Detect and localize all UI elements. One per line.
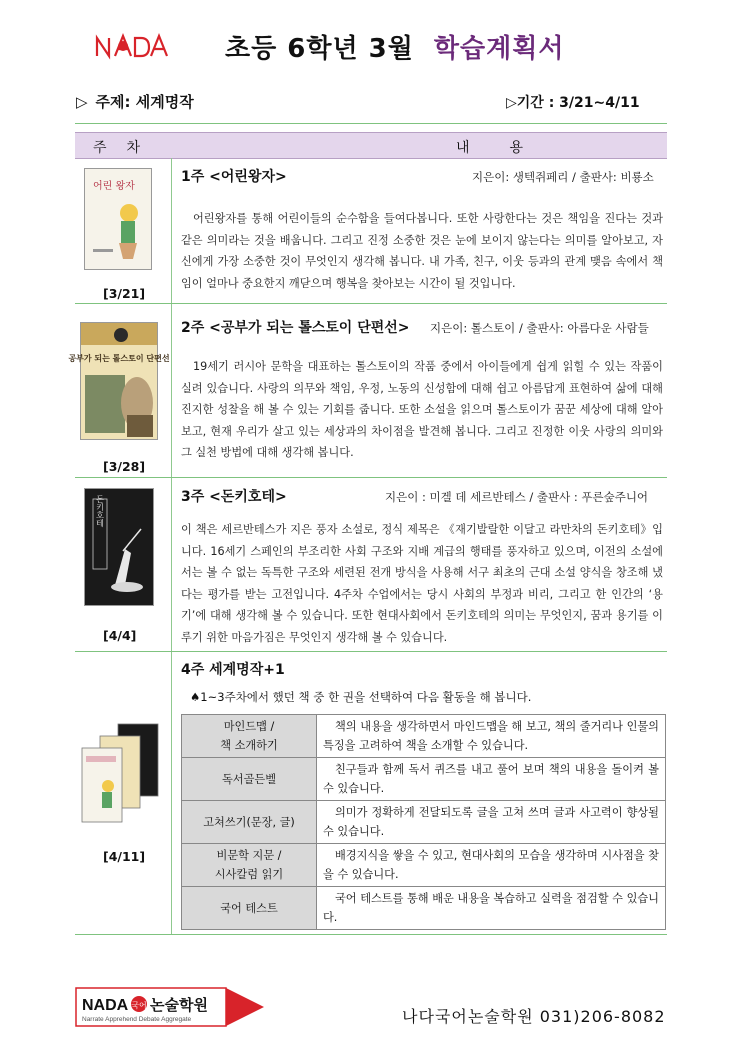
cover-title-text: 공부가 되는 톨스토이 단편선 bbox=[68, 354, 170, 363]
logo-academy-text: 논술학원 bbox=[150, 996, 208, 1014]
table-header bbox=[75, 132, 667, 159]
contact-info: 나다국어논술학원 031)206-8082 bbox=[402, 1007, 666, 1026]
week-meta: 지은이 : 미겔 데 세르반테스 / 출판사 : 푸른숲주니어 bbox=[385, 490, 649, 504]
activity-label: 독서골든벨 bbox=[182, 758, 317, 801]
activity-row bbox=[182, 758, 666, 801]
week-description: 19세기 러시아 문학을 대표하는 톨스토이의 작품 중에서 아이들에게 쉽게 읽힐 수 있는 작품이 실려 있습니다. 사랑의 의무와 책임, 우정, 노동의 신성함에 대해 쉽고 아름답게 표현하여 삶에 대해 진지한 성찰을 해 볼 수 있는 기회를 줍니다. 또한 소설을 읽으며 톨스토이가 꿈꾼 세상에 대해 알아보고, 현재 우리가 살고 있는 세상과의 차이점을 발견해 봅니다. 그리고 진정한 이웃 사랑의 의미와 그 실천 방법에 대해 생각해 봅니다. bbox=[181, 360, 663, 459]
book-cover-tolstoy bbox=[68, 322, 170, 440]
book-cover-stack bbox=[82, 724, 162, 824]
cover-title-text: 돈키호테 bbox=[95, 495, 105, 527]
logo-main-text: NADA bbox=[82, 997, 129, 1014]
topic bbox=[76, 91, 194, 112]
logo-tagline-text: Narrate Apprehend Debate Aggregate bbox=[82, 1016, 192, 1023]
week-date: [4/4] bbox=[103, 628, 137, 643]
book-cover-little-prince bbox=[84, 168, 152, 270]
week-meta: 지은이: 생텍쥐페리 / 출판사: 비룡소 bbox=[472, 170, 654, 184]
activity-description: 배경지식을 쌓을 수 있고, 현대사회의 모습을 생각하며 시사점을 찾을 수 있습니다. bbox=[317, 844, 666, 887]
column-content: 내용 bbox=[456, 140, 564, 156]
activity-label: 국어 테스트 bbox=[182, 887, 317, 930]
book-cover-don-quixote bbox=[84, 488, 154, 606]
column-divider bbox=[171, 158, 172, 934]
activity-label: 마인드맵 / 책 소개하기 bbox=[182, 715, 317, 758]
cover-title-text: 어린 왕자 bbox=[93, 181, 135, 192]
activity-description: 국어 테스트를 통해 배운 내용을 복습하고 실력을 점검할 수 있습니다. bbox=[317, 887, 666, 930]
activity-row bbox=[182, 887, 666, 930]
title-plan: 학습계획서 bbox=[433, 34, 565, 64]
week-title: 4주 세계명작+1 bbox=[181, 662, 285, 678]
activity-label: 비문학 지문 / 시사칼럼 읽기 bbox=[182, 844, 317, 887]
activity-row bbox=[182, 844, 666, 887]
column-week: 주차 bbox=[93, 140, 161, 156]
triangle-marker-icon: ▷ bbox=[76, 93, 88, 111]
activity-intro: ♠1~3주차에서 했던 책 중 한 권을 선택하여 다음 활동을 해 봅니다. bbox=[190, 690, 532, 704]
week-date: [3/21] bbox=[103, 286, 146, 301]
logo-badge-text: 국어 bbox=[131, 1001, 147, 1010]
page-title bbox=[225, 28, 564, 65]
divider bbox=[75, 303, 667, 304]
nada-logo-top bbox=[95, 30, 167, 60]
activity-label: 고쳐쓰기(문장, 글) bbox=[182, 801, 317, 844]
activity-table bbox=[181, 714, 666, 930]
divider bbox=[75, 934, 667, 935]
week-description: 이 책은 세르반테스가 지은 풍자 소설로, 정식 제목은 《재기발랄한 이달고 라만차의 돈키호테》입니다. 16세기 스페인의 부조리한 사회 구조와 지배 계급의 행태를 풍자하고 있으며, 이전의 소설에서는 볼 수 없는 독특한 구조와 세련된 전개 방식을 사용해 서구 최초의 근대 소설 양식을 창조해 냈다는 평가를 받는 고전입니다. 4주차 수업에서는 당시 사회의 부정과 비리, 그리고 한 인간의 ‘용기’에 대해 생각해 볼 수 있습니다. 또한 현대사회에서 돈키호테의 의미는 무엇인지, 꿈과 용기를 이루기 위한 마음가짐은 무엇인지 생각해 볼 수 있습니다. bbox=[181, 523, 663, 644]
week-meta: 지은이: 톨스토이 / 출판사: 아름다운 사람들 bbox=[430, 321, 649, 335]
week-date: [4/11] bbox=[103, 849, 146, 864]
nada-logo-footer bbox=[76, 988, 266, 1026]
activity-description: 의미가 정확하게 전달되도록 글을 고쳐 쓰며 글과 사고력이 향상될 수 있습니다. bbox=[317, 801, 666, 844]
week-title: 2주 <공부가 되는 톨스토이 단편선> bbox=[181, 320, 410, 336]
topic-label: 주제: 세계명작 bbox=[95, 93, 194, 111]
activity-description: 친구들과 함께 독서 퀴즈를 내고 풀어 보며 책의 내용을 돌이켜 볼 수 있습니다. bbox=[317, 758, 666, 801]
title-grade-month: 초등 6학년 3월 bbox=[225, 34, 414, 64]
week-title: 3주 <돈키호테> bbox=[181, 489, 287, 505]
divider bbox=[75, 651, 667, 652]
activity-description: 책의 내용을 생각하면서 마인드맵을 해 보고, 책의 줄거리나 인물의 특징을 고려하여 책을 소개할 수 있습니다. bbox=[317, 715, 666, 758]
divider bbox=[75, 123, 667, 124]
activity-row bbox=[182, 801, 666, 844]
activity-row bbox=[182, 715, 666, 758]
divider bbox=[75, 477, 667, 478]
period: ▷기간 : 3/21∼4/11 bbox=[506, 95, 640, 111]
week-date: [3/28] bbox=[103, 459, 146, 474]
week-description: 어린왕자를 통해 어린이들의 순수함을 들여다봅니다. 또한 사랑한다는 것은 책임을 진다는 것과 같은 의미라는 것을 배웁니다. 그리고 진정 소중한 것은 눈에 보이지 않는다는 의미를 알아보고, 자신에게 가장 소중한 것이 무엇인지 생각해 봅니다. 내 가족, 친구, 이웃 등과의 관계 맺음 속에서 책임이 얼마나 중요한지 깨닫으며 행복을 찾아보는 시간이 될 것입니다. bbox=[181, 212, 663, 290]
week-title: 1주 <어린왕자> bbox=[181, 169, 287, 185]
